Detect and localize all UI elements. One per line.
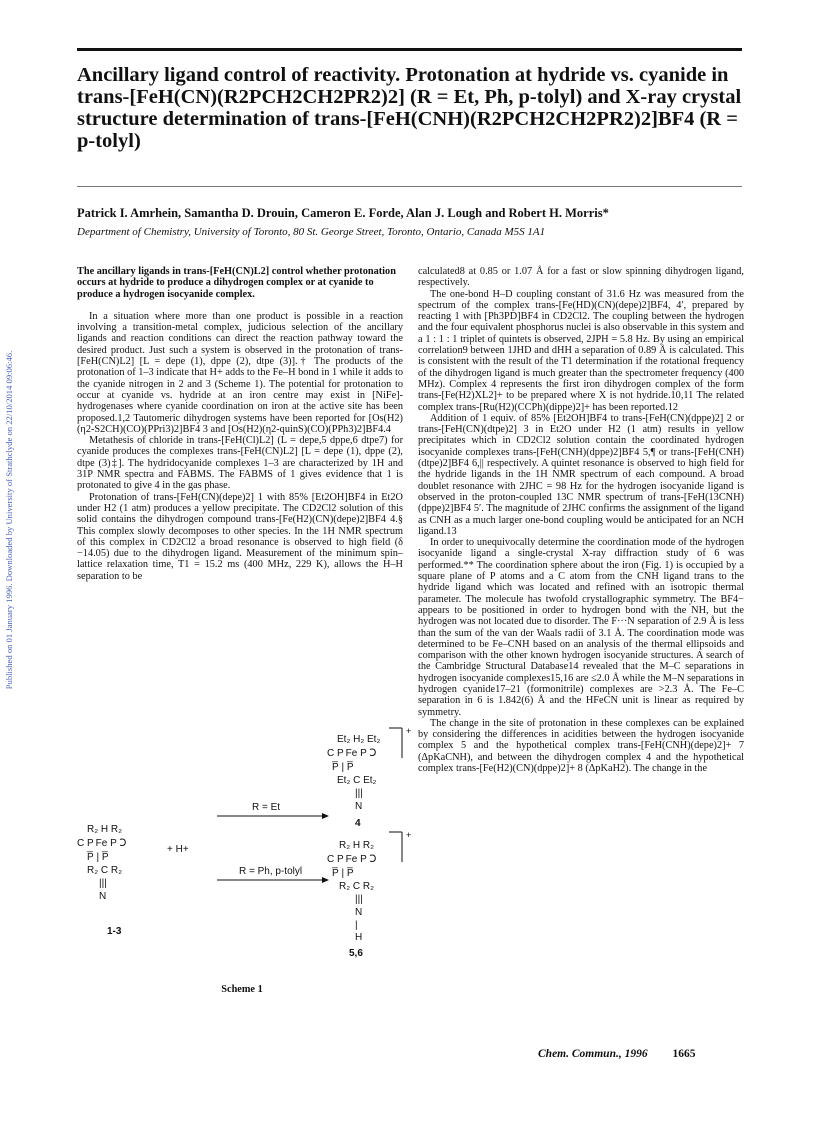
article-summary: The ancillary ligands in trans-[FeH(CN)L2] control whether protonation occurs at hydride to produce a dihydrogen complex or at cyanide to produce a hydrogen isocyanide complex. <box>77 266 396 300</box>
affiliation: Department of Chemistry, University of Toronto, 80 St. George Street, Toronto, Ontario, Canada M5S 1A1 <box>77 226 546 238</box>
svg-text:N: N <box>99 891 107 902</box>
author-list: Patrick I. Amrhein, Samantha D. Drouin, Cameron E. Forde, Alan J. Lough and Robert H. Morris* <box>77 206 609 220</box>
svg-text:H: H <box>355 932 363 943</box>
scheme-caption: Scheme 1 <box>221 984 263 995</box>
top-rule <box>77 48 742 51</box>
svg-text:|||: ||| <box>355 894 363 905</box>
svg-text:C PFe P Ↄ: C P Fe P Ↄ <box>77 838 127 849</box>
product-upper-label: 4 <box>355 818 361 829</box>
download-watermark <box>2 250 16 790</box>
svg-text:P̅ | P̅: P̅ | P̅ <box>332 762 354 773</box>
paragraph: The one-bond H–D coupling constant of 31.6 Hz was measured from the spectrum of the complex trans-[Fe(HD)(CN)(depe)2]BF4, 4′, prepared by reacting 1 with [Ph3PD]BF4 in CD2Cl2. The coupling between the hydrogen and the four equivalent phosphorus nuclei is also observable in this system and a 1 : 1 : 1 triplet of quintets is observed, 2JPH = 5.8 Hz. By using an empirical correlation9 between 1JHD and dHH a separation of 0.89 Å is calculated. This is consistent with the result of the T1 determination if the rotational frequency of the dihydrogen ligand is much greater than the spectrometer frequency (400 MHz). Complex 4 represents the first iron dihydrogen complex of the form trans-[Fe(H2)XL2]+ to be prepared where X is not hydride.10,11 The related complex trans-[Ru(H2)(CCPh)(dippe)2]+ has been reported.12 <box>418 288 744 413</box>
svg-text:|: | <box>355 920 358 931</box>
journal-citation: Chem. Commun., 1996 <box>538 1048 648 1060</box>
svg-text:P̅ | P̅: P̅ | P̅ <box>332 868 354 879</box>
left-column <box>77 266 403 582</box>
svg-text:C PFe P Ↄ: C P Fe P Ↄ <box>327 854 377 865</box>
svg-text:N: N <box>355 907 363 918</box>
reaction-scheme-graphic <box>77 720 417 980</box>
svg-text:P̅ | P̅: P̅ | P̅ <box>87 852 109 863</box>
paragraph: In a situation where more than one product is possible in a reaction involving a transition-metal complex, judicious selection of the ancillary ligands and reaction conditions can direct the reaction pathway toward the desired product. Just such a system is observed in the protonation of trans-[FeH(CN)L2] [L = depe (1), dppe (2), dtpe (3)].† The products of the protonation of 1–3 indicate that H+ adds to the Fe–H bond in 1 while it adds to the cyanide nitrogen in 2 and 3 (Scheme 1). The potential for protonation to occur at cyanide vs. hydride at an iron centre may exist in [NiFe]-hydrogenases where cyanide coordination on iron at the active site has been proposed.1,2 Tautomeric dihydrogen systems have been reported for [Os(H2)(η2-S2CH)(CO)(PPri3)2]BF4 3 and [Os(H2)(η2-quinS)(CO)(PPh3)2]BF4.4 <box>77 310 403 435</box>
paragraph: The change in the site of protonation in these complexes can be explained by considering the differences in acidities between the hydrogen isocyanide complex 5 and the hypothetical complex trans-[FeH(CNH)(depe)2]+ 7 (ΔpKaCNH), and between the dihydrogen complex 4 and the hypothetical complex trans-[Fe(H2)(CN)(dppe)2]+ 8 (ΔpKaH2). The change in the <box>418 717 744 775</box>
paragraph: In order to unequivocally determine the coordination mode of the hydrogen isocyanide ligand a single-crystal X-ray diffraction study of 6 was performed.** The coordination sphere about the iron (Fig. 1) is occupied by a square plane of P atoms and a C atom from the CNH ligand trans to the hydride ligand which was located and refined with an isotropic thermal parameter. The molecule has twofold crystallographic symmetry. The BF4− appears to be positioned in order to hydrogen bond with the NH, but the hydrogen was not located due to disorder. The F···N separation of 2.9 Å is less than the sum of the van der Waals radii of 3.1 Å. The coordination mode was determined to be Fe–CNH based on an analysis of the thermal ellipsoids and comparison with the other known hydrogen isocyanide structures. A search of the Cambridge Structural Database14 revealed that the M–C separations in hydrogen isocyanide complexes15,16 are ≤2.0 Å while the M–N separations in hydrogen cyanide17–21 (formonitrile) complexes are >2.3 Å. The Fe–C separation in 6 is 1.842(6) Å and the HFeCN unit is linear as required by symmetry. <box>418 537 744 718</box>
svg-text:|||: ||| <box>99 878 107 889</box>
svg-text:N: N <box>355 801 363 812</box>
paragraph: calculated8 at 0.85 or 1.07 Å for a fast or slow spinning dihydrogen ligand, respectively. <box>418 266 744 289</box>
charge-upper: + <box>406 726 412 736</box>
paragraph: Protonation of trans-[FeH(CN)(depe)2] 1 with 85% [Et2OH]BF4 in Et2O under H2 (1 atm) produces a yellow precipitate. The CD2Cl2 solution of this solid contains the dihydrogen compound trans-[Fe(H2)(CN)(depe)2]BF4 4.§ This complex slowly decomposes to other species. In the 1H NMR spectrum of this complex in CD2Cl2 a broad resonance is observed to high field (δ −14.05) due to the dihydrogen ligand. Measurement of the minimum spin–lattice relaxation time, T1 = 15.2 ms (400 MHz, 229 K), allows the H–H separation to be <box>77 491 403 582</box>
arrow-upper-label: R = Et <box>252 802 281 813</box>
page-footer <box>538 1048 695 1060</box>
download-note: Published on 01 January 1996. Downloaded by University of Strathclyde on 22/10/2014 09:06:46. <box>4 350 14 690</box>
svg-text:|||: ||| <box>355 788 363 799</box>
product-lower-label: 5,6 <box>349 948 363 959</box>
reactant-label: 1-3 <box>107 926 122 937</box>
svg-text:C PFe P Ↄ: C P Fe P Ↄ <box>327 748 377 759</box>
arrow-lower-label: R = Ph, p-tolyl <box>239 866 303 877</box>
proton-label: + H+ <box>167 844 189 855</box>
page-number: 1665 <box>672 1048 696 1060</box>
svg-text:R₂ H R₂: R₂ H R₂ <box>339 840 374 851</box>
scheme-1 <box>77 720 417 1010</box>
svg-text:R₂ C R₂: R₂ C R₂ <box>339 881 374 892</box>
paragraph: Addition of 1 equiv. of 85% [Et2OH]BF4 to trans-[FeH(CN)(dppe)2] 2 or trans-[FeH(CN)(dtpe)2] 3 in Et2O under H2 (1 atm) results in yellow precipitates which in CD2Cl2 solution contain the coordinated hydrogen isocyanide complexes trans-[FeH(CNH)(dppe)2]BF4 5,¶ or trans-[FeH(CNH)(dtpe)2]BF4 6,|| respectively. A quintet resonance is observed to high field for the hydride ligands in the 1H NMR spectrum of each compound. A broad doublet resonance with 2JHC = 98 Hz for the hydrogen isocyanide ligand is observed in the proton-coupled 13C NMR spectrum of trans-[FeH(13CNH)(dppe)2]BF4 5′. The magnitude of 2JHC confirms the assignment of the ligand as CNH as a much larger one-bond coupling would be anticipated for an NCH ligand.13 <box>418 412 744 537</box>
svg-text:R₂ C R₂: R₂ C R₂ <box>87 865 122 876</box>
article-title: Ancillary ligand control of reactivity. Protonation at hydride vs. cyanide in trans-[FeH(CN)(R2PCH2CH2PR2)2] (R = Et, Ph, p-tolyl) and X-ray crystal structure determination of trans-[FeH(CNH)(R2PCH2CH2PR2)2]BF4 (R = p-tolyl) <box>77 64 742 152</box>
charge-lower: + <box>406 830 412 840</box>
svg-text:Et₂ H₂ Et₂: Et₂ H₂ Et₂ <box>337 734 381 745</box>
right-column <box>418 266 744 774</box>
svg-text:R₂ H R₂: R₂ H R₂ <box>87 824 122 835</box>
header-rule <box>77 186 742 187</box>
paragraph: Metathesis of chloride in trans-[FeH(Cl)L2] (L = depe,5 dppe,6 dtpe7) for cyanide produces the complexes trans-[FeH(CN)L2] [L = depe (1), dppe (2), dtpe (3)‡]. The hydridocyanide complexes 1–3 are characterized by 1H and 31P NMR spectra and FABMS. The FABMS of 1 gives evidence that 1 is protonated to give 4 in the gas phase. <box>77 435 403 492</box>
svg-text:Et₂ C Et₂: Et₂ C Et₂ <box>337 775 377 786</box>
